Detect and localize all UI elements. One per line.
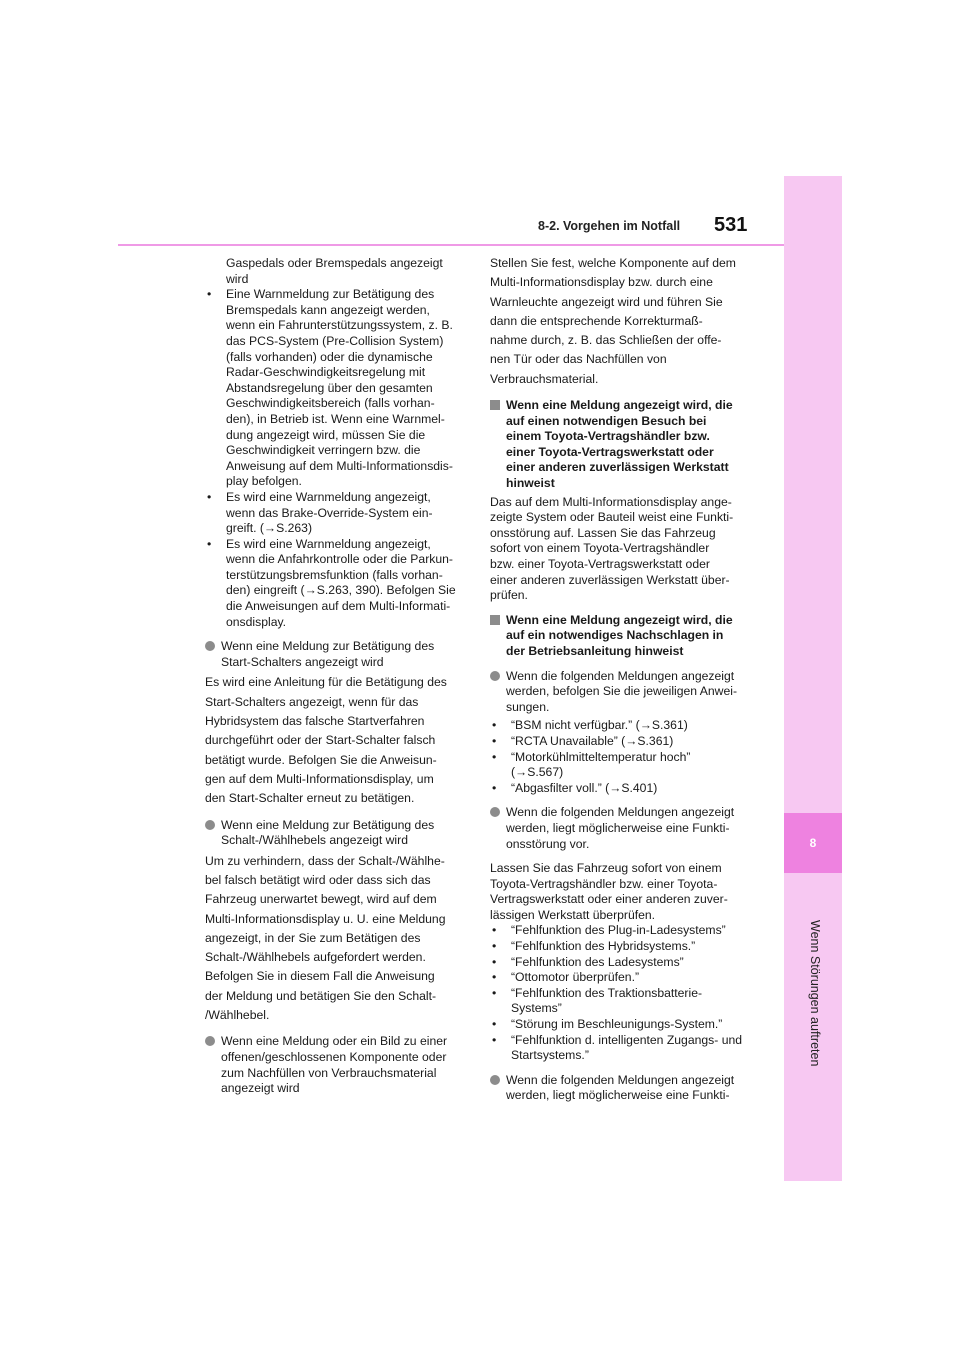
- section-title: 8-2. Vorgehen im Notfall: [538, 219, 681, 233]
- text-line: Geschwindigkeitsbereich (falls vorhan-: [226, 396, 435, 411]
- text-line: onsstörung vor.: [506, 836, 590, 851]
- text-line: einer Toyota-Vertragswerkstatt oder: [506, 444, 714, 459]
- text-line: der Betriebsanleitung hinweist: [506, 643, 684, 658]
- text-line: bzw. einer Toyota-Vertragswerkstatt oder: [490, 557, 710, 572]
- text-line: Das auf dem Multi-Informationsdisplay ange-: [490, 494, 732, 509]
- text-line: angezeigt wird: [221, 1081, 300, 1096]
- text-line: Systems”: [511, 1001, 562, 1016]
- text-line: nen Tür oder das Nachfüllen von: [490, 352, 667, 367]
- page-reference-link[interactable]: “BSM nicht verfügbar.” (→S.361): [511, 718, 688, 733]
- text-line: nahme durch, z. B. das Schließen der offe-: [490, 333, 722, 348]
- bullet-marker: •: [492, 939, 497, 954]
- circle-bullet-icon: [490, 807, 500, 817]
- list-item: [490, 1017, 752, 1033]
- text-line: gen auf dem Multi-Informationsdisplay, um: [205, 771, 434, 786]
- bullet-marker: •: [207, 536, 212, 551]
- text-line: wenn ein Fahrunterstützungssystem, z. B.: [226, 318, 453, 333]
- bullet-marker: •: [492, 985, 497, 1000]
- text-line: Verbrauchsmaterial.: [490, 371, 599, 386]
- subheading-possible-malfunction: [490, 1073, 752, 1104]
- list-item: [490, 923, 752, 939]
- circle-bullet-icon: [205, 820, 215, 830]
- page-number: 531: [714, 214, 748, 236]
- bullet-marker: •: [492, 954, 497, 969]
- text-line: das PCS-System (Pre-Collision System): [226, 333, 444, 348]
- text-line: hinweist: [506, 476, 555, 491]
- text-line: “Fehlfunktion des Plug-in-Ladesystems”: [511, 923, 726, 938]
- text-line: Schalt-/Wählhebels angezeigt wird: [221, 833, 408, 848]
- text-line: Hybridsystem das falsche Startverfahren: [205, 714, 425, 729]
- text-line: Stellen Sie fest, welche Komponente auf dem: [490, 256, 736, 270]
- paragraph-malfunction: [490, 861, 752, 923]
- text-line: den Start-Schalter erneut zu betätigen.: [205, 791, 415, 806]
- page-reference-link[interactable]: (→S.567): [511, 765, 564, 780]
- paragraph-intro: [490, 254, 752, 389]
- subheading-follow-instructions: [490, 669, 752, 716]
- bullet-marker: •: [492, 923, 497, 938]
- text-line: “Störung im Beschleunigungs-System.”: [511, 1017, 723, 1032]
- text-line: Radar-Geschwindigkeitsregelung mit: [226, 365, 426, 380]
- text-line: durchgeführt oder der Start-Schalter falsch: [205, 733, 436, 748]
- list-item: [490, 781, 752, 797]
- list-item: [205, 537, 467, 631]
- list-item: [490, 734, 752, 750]
- text-line: /Wählhebel.: [205, 1008, 270, 1023]
- text-line: den), in Betrieb ist. Wenn eine Warnmel-: [226, 411, 445, 426]
- page-reference-link[interactable]: “RCTA Unavailable” (→S.361): [511, 733, 674, 748]
- bullet-marker: •: [492, 733, 497, 748]
- text-line: Es wird eine Warnmeldung angezeigt,: [226, 536, 431, 551]
- text-line: “Fehlfunktion d. intelligenten Zugangs- und: [511, 1032, 743, 1047]
- text-line: dung angezeigt wird, müssen Sie die: [226, 427, 426, 442]
- bullet-marker: •: [492, 1032, 497, 1047]
- list-item: [490, 939, 752, 955]
- list-item: [490, 970, 752, 986]
- bullet-marker: •: [492, 970, 497, 985]
- text-line: Schalt-/Wählhebels aufgefordert werden.: [205, 950, 426, 965]
- bullet-marker: •: [492, 1017, 497, 1032]
- text-line: Fahrzeug unerwartet bewegt, wird auf dem: [205, 892, 437, 907]
- text-line: Wenn eine Meldung oder ein Bild zu einer: [221, 1034, 448, 1049]
- text-line: Lassen Sie das Fahrzeug sofort von einem: [490, 861, 722, 876]
- text-line: wenn das Brake-Override-System ein-: [226, 505, 433, 520]
- text-line: Es wird eine Anleitung für die Betätigung des: [205, 675, 447, 690]
- text-line: Wenn die folgenden Meldungen angezeigt: [506, 805, 735, 820]
- text-line: zum Nachfüllen von Verbrauchsmaterial: [221, 1065, 437, 1080]
- text-line: “Fehlfunktion des Traktionsbatterie-: [511, 985, 703, 1000]
- text-line: Wenn eine Meldung zur Betätigung des: [221, 817, 435, 832]
- text-line: sofort von einem Toyota-Vertragshändler: [490, 541, 710, 556]
- text-line: Wenn eine Meldung zur Betätigung des: [221, 639, 435, 654]
- bullet-marker: •: [207, 287, 212, 302]
- square-bullet-icon: [490, 400, 500, 410]
- list-item: [490, 718, 752, 734]
- text-line: Vertragswerkstatt oder einer anderen zuver-: [490, 892, 728, 907]
- bullet-marker: •: [492, 718, 497, 733]
- paragraph-dealer-visit: [490, 495, 752, 604]
- bullet-marker: •: [207, 489, 212, 504]
- text-line: betätigt wurde. Befolgen Sie die Anweisun-: [205, 752, 437, 767]
- page-reference-link[interactable]: “Abgasfilter voll.” (→S.401): [511, 780, 658, 795]
- bullet-marker: •: [492, 749, 497, 764]
- text-line: die Anweisungen auf dem Multi-Informati-: [226, 599, 451, 614]
- list-item: [490, 955, 752, 971]
- text-line: Wenn eine Meldung angezeigt wird, die: [506, 398, 733, 413]
- circle-bullet-icon: [205, 641, 215, 651]
- chapter-number-box: 8: [784, 813, 842, 873]
- text-line: onsdisplay.: [226, 614, 287, 629]
- left-column: [205, 256, 467, 1100]
- list-item: [205, 287, 467, 490]
- text-line: Geschwindigkeit verringern bzw. die: [226, 443, 421, 458]
- text-line: “Motorkühlmitteltemperatur hoch”: [511, 749, 691, 764]
- text-line: sungen.: [506, 699, 550, 714]
- text-line: angezeigt, in der Sie zum Betätigen des: [205, 930, 421, 945]
- text-line: Toyota-Vertragshändler bzw. einer Toyota-: [490, 876, 718, 891]
- text-line: onsstörung auf. Lassen Sie das Fahrzeug: [490, 525, 716, 540]
- text-line: Abstandsregelung über den gesamten: [226, 380, 433, 395]
- text-line: auf einen notwendigen Besuch bei: [506, 413, 707, 428]
- text-line: Anweisung auf dem Multi-Informationsdis-: [226, 458, 453, 473]
- continued-text: [205, 256, 467, 287]
- text-line: play befolgen.: [226, 474, 302, 489]
- text-line: der Meldung und betätigen Sie den Schalt-: [205, 988, 437, 1003]
- paragraph-start-switch: [205, 673, 467, 808]
- subheading-open-closed-component: [205, 1034, 467, 1096]
- circle-bullet-icon: [205, 1036, 215, 1046]
- text-line: “Ottomotor überprüfen.”: [511, 970, 640, 985]
- text-line: “Fehlfunktion des Hybridsystems.”: [511, 939, 696, 954]
- text-line: Startsystems.”: [511, 1048, 589, 1063]
- page-reference-link[interactable]: den) eingreift (→S.263, 390). Befolgen Sie: [226, 583, 456, 598]
- text-line: offenen/geschlossenen Komponente oder: [221, 1049, 447, 1064]
- text-line: wenn die Anfahrkontrolle oder die Parkun-: [226, 552, 453, 567]
- circle-bullet-icon: [490, 671, 500, 681]
- text-line: Um zu verhindern, dass der Schalt-/Wählhe-: [205, 853, 445, 868]
- text-line: einer anderen zuverlässigen Werkstatt über-: [490, 572, 730, 587]
- text-line: Gaspedals oder Bremspedals angezeigt: [226, 256, 443, 270]
- text-line: terstützungsbremsfunktion (falls vorhan-: [226, 567, 443, 582]
- text-line: Bremspedals kann angezeigt werden,: [226, 302, 430, 317]
- text-line: einer anderen zuverlässigen Werkstatt: [506, 460, 729, 475]
- text-line: Es wird eine Warnmeldung angezeigt,: [226, 489, 431, 504]
- heading-dealer-visit: [490, 398, 752, 492]
- text-line: werden, liegt möglicherweise eine Funkti-: [506, 1088, 730, 1103]
- heading-manual-reference: [490, 613, 752, 660]
- text-line: werden, liegt möglicherweise eine Funkti-: [506, 820, 730, 835]
- text-line: Multi-Informationsdisplay bzw. durch eine: [490, 275, 713, 290]
- text-line: Multi-Informationsdisplay u. U. eine Meldung: [205, 911, 446, 926]
- text-line: Start-Schalters angezeigt, wenn für das: [205, 694, 419, 709]
- square-bullet-icon: [490, 615, 500, 625]
- text-line: Wenn die folgenden Meldungen angezeigt: [506, 1072, 735, 1087]
- text-line: bel falsch betätigt wird oder dass sich das: [205, 873, 431, 887]
- subheading-start-switch: [205, 639, 467, 670]
- text-line: (falls vorhanden) oder die dynamische: [226, 349, 433, 364]
- list-item: [490, 750, 752, 781]
- header-rule: [118, 244, 784, 246]
- list-item: [205, 490, 467, 537]
- text-line: wird: [226, 271, 249, 286]
- text-line: Befolgen Sie in diesem Fall die Anweisung: [205, 969, 435, 984]
- text-line: auf ein notwendiges Nachschlagen in: [506, 628, 724, 643]
- subheading-malfunction: [490, 805, 752, 852]
- text-line: lässigen Werkstatt überprüfen.: [490, 907, 656, 922]
- text-line: zeigte System oder Bauteil weist eine Funkti-: [490, 510, 734, 525]
- list-item: [490, 1033, 752, 1064]
- list-item: [490, 986, 752, 1017]
- text-line: Start-Schalters angezeigt wird: [221, 654, 384, 669]
- paragraph-shift-lever: [205, 852, 467, 1026]
- circle-bullet-icon: [490, 1075, 500, 1085]
- right-column: [490, 254, 752, 1107]
- bullet-marker: •: [492, 780, 497, 795]
- subheading-shift-lever: [205, 818, 467, 849]
- chapter-title: Wenn Störungen auftreten: [808, 920, 822, 1067]
- text-line: dann die entsprechende Korrekturmaß-: [490, 313, 703, 328]
- text-line: prüfen.: [490, 588, 528, 603]
- text-line: Eine Warnmeldung zur Betätigung des: [226, 287, 435, 302]
- text-line: Wenn die folgenden Meldungen angezeigt: [506, 668, 735, 683]
- text-line: Wenn eine Meldung angezeigt wird, die: [506, 612, 733, 627]
- text-line: Warnleuchte angezeigt wird und führen Sie: [490, 294, 723, 309]
- page-reference-link[interactable]: greift. (→S.263): [226, 521, 313, 536]
- text-line: einem Toyota-Vertragshändler bzw.: [506, 429, 710, 444]
- text-line: werden, befolgen Sie die jeweiligen Anwei-: [506, 684, 738, 699]
- text-line: “Fehlfunktion des Ladesystems”: [511, 954, 684, 969]
